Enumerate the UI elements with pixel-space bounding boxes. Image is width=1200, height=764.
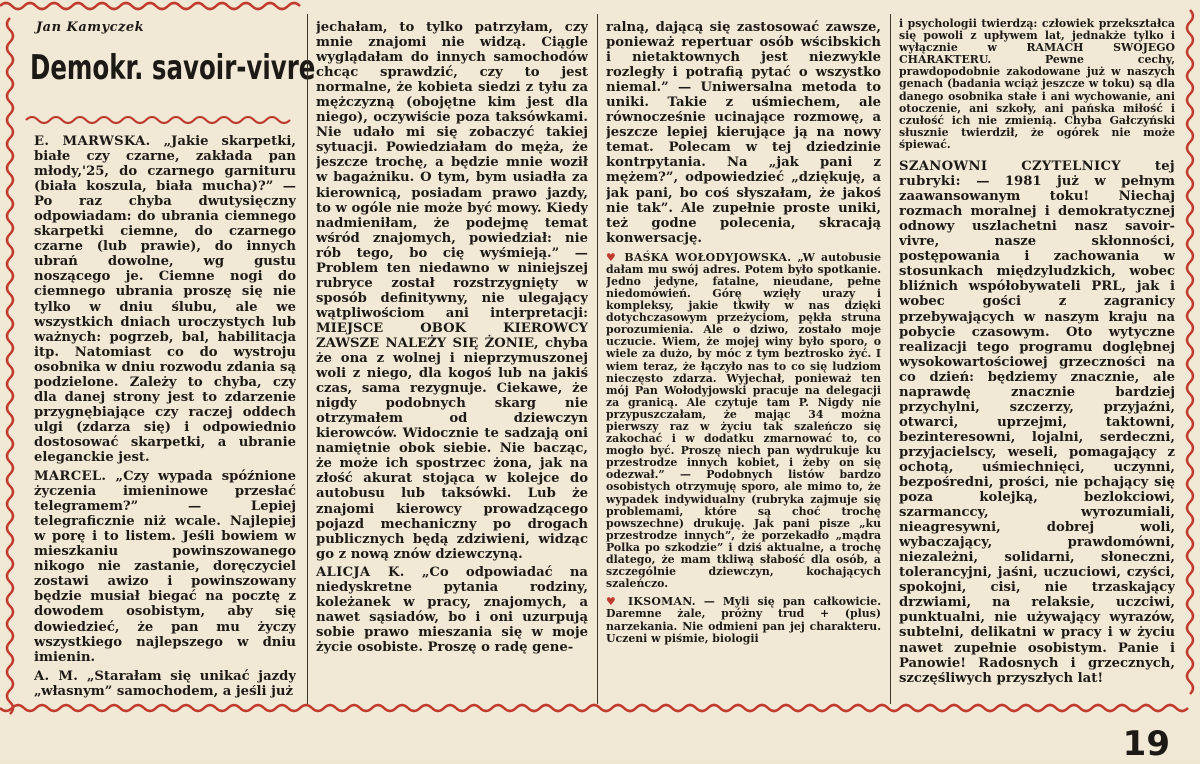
answer-text: jechałam, to tylko patrzyłam, czy mnie znajomi nie widzą. Ciągle wyglądałam do innych samochodów chcąc sprawdzić, czy to jest normalne, że kobieta siedzi z tyłu za mężczyzną (obojętne kim jest dla niego), oczywiście poza taksówkami. Nie udało mi się zobaczyć takiej sytuacji. Powiedziałam do męża, że jeszcze trochę, a będzie mnie woził w bagażniku. O tym, bym usiadła za kierownicą, posiadam prawo jazdy, to w ogóle nie może być mowy. Kiedy nadmieniłam, że podejmę temat wśród znajomych, powiedział: nie rób tego, bo cię wyśmieją.” — Problem ten niedawno w niniejszej rubryce został rozstrzygnięty w sposób definitywny, nie ulegający wątpliwościom ani interpretacji: MIEJSCE OBOK KIEROWCY ZAWSZE NALEŻY SIĘ ŻONIE, chyba że ona z wolnej i nieprzymuszonej woli z niego, dla kogoś lub na jakiś czas, sama rezygnuje. Ciekawe, że nigdy podobnych skarg nie otrzymałem od dziewczyn kierowców. Widocznie te sadzają oni namiętnie obok siebie. Nie bacząc, że może ich spostrzec żona, jak na złość akurat stojąca w kolejce do autobusu lub taksówki. Lub że znajomi kierowcy prowadzącego pojazd mechaniczny po drogach publicznych będą zdziwieni, widząc go z nową znów dziewczyną. [316,20,588,562]
letter-marcel [34,469,296,665]
correspondent-name: MARCEL. [34,469,107,485]
readers-address-text: — 1981 już w pełnym zaawansowanym toku! Niechaj rozmach moralnej i demokratycznej odnowy uszlachetni nasz savoir-vivre, nasze skłonności, postępowania i zachowania w stosunkach międzyludzkich, wobec bliźnich współobywateli PRL, jak i wobec gości z zagranicy przebywających w naszym kraju na pobycie czasowym. Oto wytyczne realizacji tego programu doglębnej wysokowartościowej grzeczności na co dzień: będziemy znacznie, ale naprawdę znacznie bardziej przychylni, szczerzy, przyjaźni, otwarci, uprzejmi, taktowni, bezinteresowni, lojalni, serdeczni, przyjacielscy, weseli, pomagający z ochotą, uśmiechnięci, uczynni, bezpośredni, prości, nie pchający się poza kolejką, bezlokciowi, szarmanccy, wyrozumiali, nieagresywni, dobrej woli, wybaczający, prawdomówni, niezależni, solidarni, słoneczni, tolerancyjni, jaśni, uczuciowi, czyści, spokojni, cisi, nie trzaskający drzwiami, na relaksie, uczciwi, punktualni, nie używający wyrazów, subtelni, delikatni w pracy i w życiu nawet zupełnie osobistym. Panie i Panowie! Radosnych i grzecznych, szczęśliwych przyszłych lat! [899,174,1175,686]
readers-address [899,159,1175,686]
correspondent-name: ALICJA K. [316,564,405,580]
column-2 [316,20,588,700]
letter-am [34,669,296,698]
letter-text: „Co odpowiadać na niedyskretne pytania rodziny, koleżanek w pracy, znajomych, a nawet sąsiadów, bo i oni uzurpują sobie prawo mieszania się w moje życie osobiste. Proszę o radę gene- [316,564,588,655]
letter-text: „Starałam się unikać jazdy „własnym” samochodem, a jeśli już [34,668,296,698]
answer-text: ralną, dającą się zastosować zawsze, ponieważ repertuar osób wścibskich i nietaktownych jest niezwykle rozległy i potrafią pytać o wszystko niemal.” — Uniwersalna metoda to uniki. Takie z uśmiechem, ale równocześnie ucinające rozmowę, a jeszcze lepiej kierujące ją na nowy temat. Polecam w tej dziedzinie kontrpytania. Na „jak pani z mężem?”, odpowiedzieć „dziękuję, a jak pani, bo coś słyszałam, że jakoś nie tak”. Ale zupełnie proste uniki, też godne polecenia, skracają konwersację. [606,20,881,246]
correspondent-name: BAŚKA WOŁODYJOWSKA. [624,250,792,264]
section-heading: SZANOWNI CZYTELNICY tej rubryki: [899,159,1175,190]
correspondent-name: IKSOMAN. [628,595,696,609]
letter-iksoman [606,596,881,644]
correspondent-name: A. M. [34,668,79,684]
letter-text: — Myli się pan całkowicie. Daremne żale, próżny trud + (plus) narzekania. Nie odmieni pan jej charakteru. Uczeni w piśmie, biologii [606,595,881,645]
author-name: Jan Kamyczek [36,20,145,35]
column-divider [307,14,308,704]
column-1 [34,134,296,698]
column-4 [899,18,1175,702]
column-divider [597,14,598,704]
letter-alicja [316,565,588,655]
article-title: Demokr. savoir-vivre [30,48,316,88]
letter-text: „W autobusie dałam mu swój adres. Potem było spotkanie. Jedno jedyne, fatalne, nieudane, pełne niedomówień. Górę wzięły urazy i kompleksy, jakie tkwiły w nas dzięki dotychczasowym przeżyciom, pękła struna porozumienia. Ale o dziwo, zostało moje uczucie. Wiem, że mojej winy było sporo, o wiele za dużo, by móc z tym beztrosko żyć. I wiem teraz, że łączyło nas to co się ludziom nieczęsto zdarza. Wyjechał, ponieważ ten mój Pan Wołodyjowski pracuje na delegacji za granicą. Ale czytuje tam P. Nigdy nie przypuszczałam, że mając 34 można pierwszy raz w życiu tak szaleńczo się zakochać i w dodatku zmarnować to, co mogło być. Proszę niech pan wydrukuje ku przestrodze innych kobiet, i żeby on się odezwał.” — Podobnych listów bardzo osobistych otrzymuję sporo, ale mimo to, że wypadek indywidualny (rubryka zajmuje się problemami, które są choć trochę powszechne) drukuję. Jak pani pisze „ku przestrodze innych”, że porzekadło „mądra Polka po szkodzie” i dziś aktualne, a trochę dlatego, że mam tkliwą słabość dla osób, a szczególnie dziewczyn, kochających szaleńczo. [606,250,881,591]
letter-text: „Jakie skarpetki, białe czy czarne, zakłada pan młody,'25, do czarnego garnituru (biała koszula, biała mucha)?” — Po raz chyba dwutysięczny odpowiadam: do ubrania ciemnego skarpetki ciemne, do czarnego czarne (lub prawie), do innych ubrań dowolne, wg gustu noszącego je. Ciemne nogi do ciemnego ubrania proszę się nie tylko w dniu ślubu, ale we wszystkich dniach uroczystych lub ważnych: pogrzeb, bal, habilitacja itp. Natomiast co do wystroju osobnika w dniu rozwodu zdania są podzielone. Zależy to chyba, czy dla danej strony jest to zdarzenie przygnębiające czy raczej oddech ulgi (zdarza się) i odpowiednio dostosować skarpetki, a ubranie eleganckie jest. [34,134,296,465]
heart-icon: ♥ [606,595,620,609]
column-divider [890,14,891,704]
answer-text: i psychologii twierdzą: człowiek przekształca się powoli z upływem lat, jednakże tylko i wyłącznie w RAMACH SWOJEGO CHARAKTERU. Pewne cechy, prawdopodobnie zakodowane już w naszych genach (badania wciąż jeszcze w toku) są dla danego osobnika stałe i ani wychowanie, ani otoczenie, ani szkoły, ani pańska miłość i czułość ich nie zmienią. Chyba Gałczyński słusznie twierdził, że ogórek nie może śpiewać. [899,18,1175,151]
heart-icon: ♥ [606,250,619,264]
page-number: 19 [1122,724,1170,764]
letter-baska [606,252,881,591]
column-3 [606,20,881,700]
letter-marwska [34,134,296,465]
letter-text: „Czy wypada spóźnione życzenia imieninowe przesłać telegramem?” — Lepiej telegraficznie niż wcale. Najlepiej w porę i to listem. Jeśli bowiem w mieszkaniu powinszowanego nikogo nie zastanie, doręczyciel zostawi awizo i powinszowany będzie musiał biegać na pocztę z dowodem osobistym, aby się dowiedzieć, że pan mu życzy wszystkiego najlepszego w dniu imienin. [34,469,296,665]
correspondent-name: E. MARWSKA. [34,134,151,149]
